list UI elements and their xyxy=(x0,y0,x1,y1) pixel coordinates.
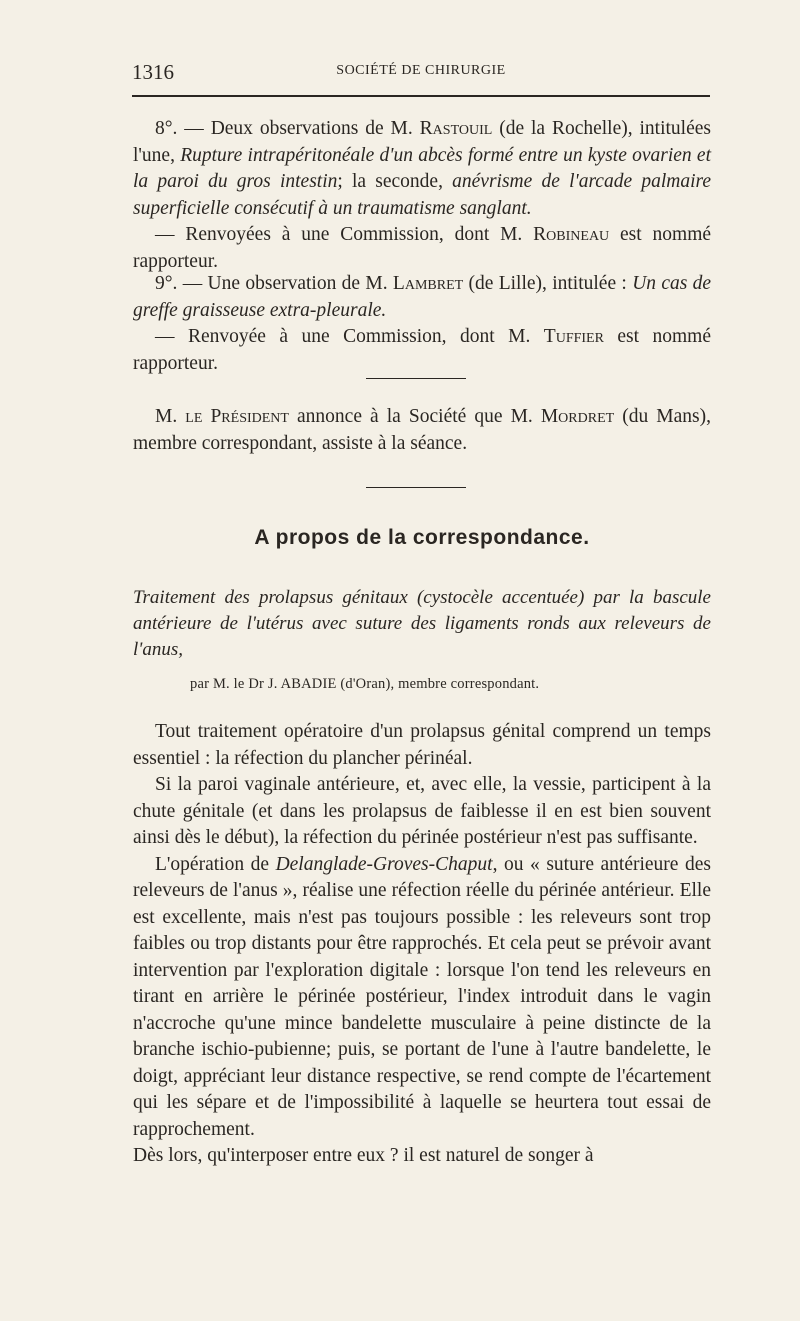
item-8-number: 8°. — Deux observations de M. xyxy=(155,118,413,139)
header-rule xyxy=(132,95,710,97)
item-9-number: 9°. — Une observation de M. xyxy=(155,273,388,294)
item-8-text-4: est nommé rapporteur. xyxy=(133,224,712,272)
item-8-author: Rastouil xyxy=(419,118,493,139)
item-9-paragraph xyxy=(133,271,711,324)
announcement-text-1: annonce à la Société que M. xyxy=(297,406,533,427)
item-8-rapporteur: Robineau xyxy=(533,224,610,245)
body-paragraph-1: Tout traitement opératoire d'un prolapsus génital comprend un temps essentiel : la réfection du plancher périnéal. xyxy=(133,721,711,769)
item-9-text-2: — Renvoyée à une Commission, dont M. xyxy=(155,326,531,347)
announcement-president: Président xyxy=(210,406,289,427)
body-paragraph-2: Si la paroi vaginale antérieure, et, avec elle, la vessie, participent à la chute génitale (et dans les prolapsus de faiblesse il en est bien souvent ainsi dès le début), la réfection du périnée postérieur n'est pas suffisante. xyxy=(133,774,711,848)
body-paragraph-3-start: L'opération de xyxy=(155,853,270,875)
item-9-referral xyxy=(133,324,711,377)
body-paragraph-3-name: Delanglade-Groves-Chaput xyxy=(275,853,493,875)
item-9-author: Lambret xyxy=(392,273,464,294)
item-9-text-1: (de Lille), intitulée : xyxy=(468,273,627,294)
article-body xyxy=(133,719,711,1170)
article-title xyxy=(133,585,711,663)
announcement-text-2: (du Mans), membre correspondant, assiste à la séance. xyxy=(133,406,712,454)
journal-title: SOCIÉTÉ DE CHIRURGIE xyxy=(336,63,506,78)
separator-rule xyxy=(366,487,466,488)
item-8-text-2: ; la seconde, xyxy=(337,171,443,192)
item-8-title-2: anévrisme de l'arcade palmaire superficielle consécutif à un traumatisme sanglant. xyxy=(133,171,712,219)
page-number: 1316 xyxy=(132,60,174,84)
item-9 xyxy=(133,271,711,377)
section-heading: A propos de la correspondance. xyxy=(254,526,590,549)
item-8-title-1: Rupture intrapéritonéale d'un abcès formé entre un kyste ovarien et la paroi du gros intestin xyxy=(133,144,711,192)
item-8 xyxy=(133,116,711,275)
item-9-title: Un cas de greffe graisseuse extra-pleurale. xyxy=(133,273,712,321)
body-paragraph-4: Dès lors, qu'interposer entre eux ? il est naturel de songer à xyxy=(133,1145,594,1166)
announcement-m: M. le xyxy=(155,406,203,427)
announcement-paragraph xyxy=(133,404,711,457)
item-9-rapporteur: Tuffier xyxy=(543,326,604,347)
announcement-name: Mordret xyxy=(540,406,615,427)
item-9-text-3: est nommé rapporteur. xyxy=(133,326,712,374)
item-8-text-3: — Renvoyées à une Commission, dont M. xyxy=(155,224,523,245)
item-8-referral xyxy=(133,222,711,275)
body-paragraph-3-rest: , ou « suture antérieure des releveurs de l'anus », réalise une réfection réelle du périnée antérieur. Elle est excellente, mais n'est pas toujours possible : les releveurs sont trop faibles ou trop distants pour être rapprochés. Et cela peut se prévoir avant intervention par l'exploration digitale : lorsque l'on tend les releveurs en tirant en arrière le périnée postérieur, l'index introduit dans le vagin n'accroche qu'une mince bandelette musculaire à peine distincte de la branche ischio-pubienne; puis, se portant de l'une à l'autre bandelette, le doigt, appréciant leur distance respective, se rend compte de l'écartement qui les sépare et de l'impossibilité à laquelle se heurtera tout essai de rapprochement. xyxy=(133,853,711,1140)
body-paragraph-3 xyxy=(133,852,711,1144)
item-8-text-1: (de la Rochelle), intitulées l'une, xyxy=(133,118,711,166)
item-8-paragraph xyxy=(133,116,711,222)
running-head xyxy=(132,60,710,90)
article-title-text: Traitement des prolapsus génitaux (cystocèle accentuée) par la bascule antérieure de l'utérus avec suture des ligaments ronds aux releveurs de l'anus, xyxy=(133,587,711,660)
announcement xyxy=(133,404,711,457)
byline: par M. le Dr J. ABADIE (d'Oran), membre correspondant. xyxy=(190,676,540,692)
separator-rule xyxy=(366,378,466,379)
